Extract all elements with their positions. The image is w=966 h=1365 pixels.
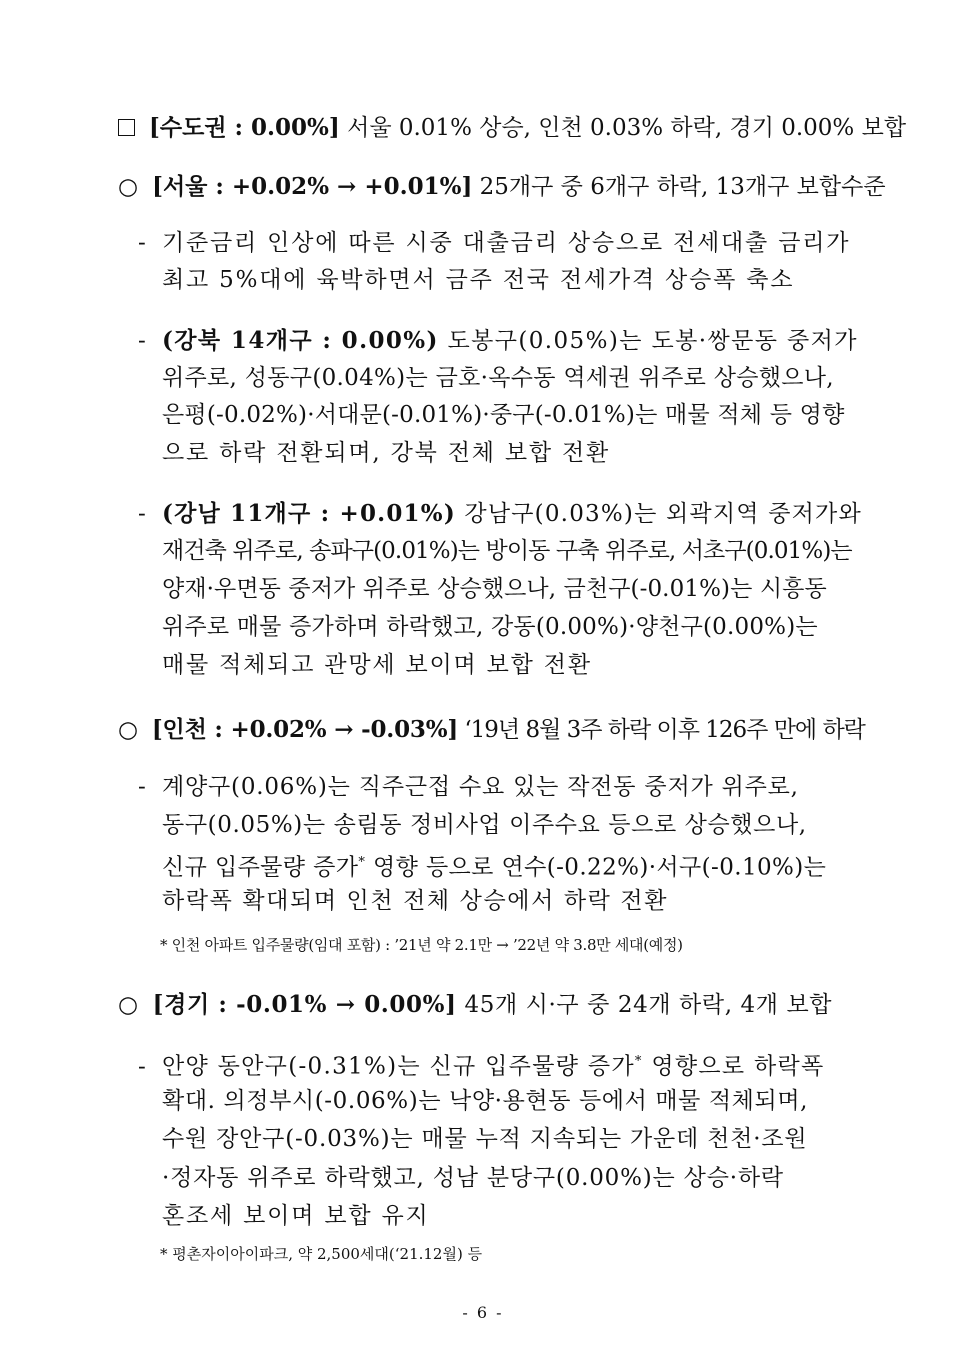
footnote-mark: * [358, 855, 366, 870]
incheon-bullet-line-2: 동구(0.05%)는 송림동 정비사업 이주수요 등으로 상승했으나, [162, 812, 807, 838]
dash-bullet: - [138, 501, 147, 527]
seoul-text: 25개구 중 6개구 하락, 13개구 보합수준 [472, 174, 886, 200]
footnote-mark: * [634, 1054, 643, 1069]
gyeonggi-text: 45개 시·구 중 24개 하락, 4개 보합 [456, 992, 833, 1018]
incheon-text: ‘19년 8월 3주 하락 이후 126주 만에 하락 [458, 717, 865, 743]
incheon-head: [인천 : +0.02% → -0.03%] [151, 716, 459, 743]
seoul-bullet-1-line-1: - 기준금리 인상에 따른 시중 대출금리 상승으로 전세대출 금리가 [138, 230, 851, 256]
incheon-footnote: * 인천 아파트 입주물량(임대 포함) : ’21년 약 2.1만 → ’22년 약 3.8만 세대(예정) [160, 936, 683, 954]
seoul-bullet-1-line-2: 최고 5%대에 육박하면서 금주 전국 전세가격 상승폭 축소 [162, 267, 795, 293]
seoul-bullet-3-line-5: 매물 적체되고 관망세 보이며 보합 전환 [162, 652, 592, 678]
gyeonggi-summary [118, 990, 832, 1020]
dash-bullet: - [138, 230, 148, 256]
gangbuk-head: (강북 14개구 : 0.00%) [162, 327, 439, 354]
seoul-head: [서울 : +0.02% → +0.01%] [152, 173, 473, 200]
circle-bullet-icon: ○ [118, 717, 138, 743]
capital-text: 서울 0.01% 상승, 인천 0.03% 하락, 경기 0.00% 보합 [339, 115, 907, 141]
seoul-bullet-3-line-3: 양재·우면동 중저가 위주로 상승했으나, 금천구(-0.01%)는 시흥동 [162, 576, 827, 602]
seoul-bullet-2-line-4: 으로 하락 전환되며, 강북 전체 보합 전환 [162, 440, 611, 466]
seoul-bullet-2-line-1: - (강북 14개구 : 0.00%) 도봉구(0.05%)는 도봉·쌍문동 중저가 [138, 327, 858, 354]
seoul-summary [118, 172, 886, 202]
gyeonggi-bullet-line-2: 확대. 의정부시(-0.06%)는 낙양·용현동 등에서 매물 적체되며, [162, 1088, 809, 1114]
dash-bullet: - [138, 1053, 148, 1080]
checkbox-square-icon [118, 119, 135, 136]
gangnam-head: (강남 11개구 : +0.01%) [162, 500, 456, 527]
gyeonggi-bullet-line-3: 수원 장안구(-0.03%)는 매물 누적 지속되는 가운데 천천·조원 [162, 1126, 808, 1152]
capital-head: [수도권 : 0.00%] [149, 114, 340, 141]
gyeonggi-bullet-line-4: ·정자동 위주로 하락했고, 성남 분당구(0.00%)는 상승·하락 [162, 1165, 784, 1191]
circle-bullet-icon: ○ [118, 992, 139, 1018]
seoul-bullet-3-line-1: - (강남 11개구 : +0.01%) 강남구(0.03%)는 외곽지역 중저가와 [138, 500, 862, 527]
gyeonggi-bullet-line-1: - 안양 동안구(-0.31%)는 신규 입주물량 증가* 영향으로 하락폭 [138, 1053, 825, 1080]
dash-bullet: - [138, 774, 147, 800]
incheon-bullet-line-3: 신규 입주물량 증가* 영향 등으로 연수(-0.22%)·서구(-0.10%)는 [162, 854, 827, 881]
seoul-bullet-3-line-4: 위주로 매물 증가하며 하락했고, 강동(0.00%)·양천구(0.00%)는 [162, 614, 818, 640]
gyeonggi-bullet-line-5: 혼조세 보이며 보합 유지 [162, 1203, 430, 1229]
dash-bullet: - [138, 328, 148, 354]
capital-summary [118, 113, 906, 143]
seoul-bullet-3-line-2: 재건축 위주로, 송파구(0.01%)는 방이동 구축 위주로, 서초구(0.01%)는 [162, 538, 852, 564]
gyeonggi-head: [경기 : -0.01% → 0.00%] [152, 991, 457, 1018]
seoul-bullet-2-line-3: 은평(-0.02%)·서대문(-0.01%)·중구(-0.01%)는 매물 적체 등 영향 [162, 402, 845, 428]
incheon-bullet-line-1: - 계양구(0.06%)는 직주근접 수요 있는 작전동 중저가 위주로, [138, 774, 799, 800]
incheon-bullet-line-4: 하락폭 확대되며 인천 전체 상승에서 하락 전환 [162, 888, 669, 914]
incheon-summary [118, 715, 865, 745]
seoul-bullet-2-line-2: 위주로, 성동구(0.04%)는 금호·옥수동 역세권 위주로 상승했으나, [162, 365, 834, 391]
gyeonggi-footnote: * 평촌자이아이파크, 약 2,500세대(‘21.12월) 등 [160, 1245, 483, 1263]
page-number: - 6 - [462, 1303, 504, 1322]
circle-bullet-icon: ○ [118, 174, 139, 200]
